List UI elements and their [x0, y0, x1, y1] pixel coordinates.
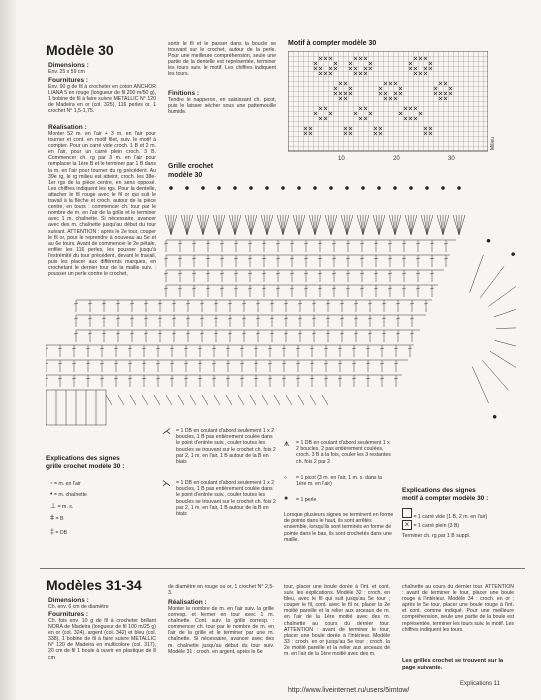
pearl-dot [457, 186, 460, 189]
fan-stitch [395, 215, 401, 235]
note-5: = 1 perle [296, 497, 317, 503]
diagonal-stitch [286, 395, 292, 405]
dimensions-label: Dimensions : [48, 62, 89, 69]
fan-stitch [411, 215, 414, 235]
fan-stitch [328, 215, 331, 235]
fan-stitch [251, 215, 257, 235]
diagonal-stitch [178, 395, 184, 405]
fan-stitch [283, 215, 286, 235]
fan-stitch [347, 215, 353, 235]
fan-stitch [187, 215, 190, 235]
m3134-fournitures-text: Ch. fois env. 10 g de fil à crocheter brillant NORA de Madeira (longueur de fil 100 m/25 g) en or (col. 324), argent (col. 342) et bleu (col. 338), 1 bobine de fil à faire suivre METALLIC N° 120 de Madeira en multicolore (col. 317), 20 cm de fil 1 boule à ouvrir en plastique de 8 cm [48, 618, 156, 661]
diagonal-stitch [310, 395, 316, 405]
realisation-label: Réalisation : [48, 124, 87, 131]
fan-stitch [168, 215, 171, 235]
m3134-realisation-text: Monter le nombre de m. en l'air suiv. la grille corresp. et fermer en tour avec 1 m. chaînette. Cont. suiv. la grille corresp. : commencer ch. tour par le nombre de m. en l'air de la grille et le terminer par une m. chaînette. Si nécessaire, avancer avec des m. chaînette jusqu'au début du tour suiv. Modèle 31 : croch. en argent, après le 6e [168, 606, 274, 655]
diagonal-stitch [190, 395, 196, 405]
pearl-dot [329, 186, 332, 189]
fan-stitch [360, 215, 363, 235]
legend-left-row-4: ‡ = DB [50, 529, 68, 536]
source-url: http://www.liveinternet.ru/users/5imtow/ [288, 687, 410, 694]
diagonal-stitch [154, 395, 160, 405]
fan-stitch [283, 215, 289, 235]
fan-stitch [251, 215, 254, 235]
corner-stitch [495, 340, 516, 350]
fan-stitch [331, 215, 337, 235]
m3134-dimensions-text: Ch. env. 6 cm de diamètre [48, 604, 109, 610]
fan-stitch [248, 215, 251, 235]
fan-stitch [219, 215, 225, 235]
axis-label-10: 10 [338, 156, 345, 162]
note-6: Lorsque plusieurs signes se terminent en forme de pointe dans le haut, ils sont arrêtés ensemble, lorsqu'ils sont terminés en forme de pointe dans le bas, ils sont crochetés dans une maille. [284, 512, 394, 543]
pearl-dot [185, 186, 188, 189]
crochet-grille-diagram [46, 180, 516, 435]
fan-stitch [197, 215, 203, 235]
counting-chart-title: Motif à compter modèle 30 [288, 40, 377, 47]
pearl-dot [201, 186, 204, 189]
fan-stitch [229, 215, 235, 235]
fan-stitch [296, 215, 299, 235]
fan-stitch [411, 215, 417, 235]
fan-stitch [456, 215, 459, 235]
diagonal-stitch [202, 395, 208, 405]
fan-stitch [424, 215, 427, 235]
grille-title-line2: modèle 30 [168, 172, 203, 179]
fan-stitch [277, 215, 283, 235]
fan-stitch [171, 215, 174, 235]
fan-stitch [408, 215, 411, 235]
fan-stitch [379, 215, 382, 235]
milieu-label: Milieu [490, 136, 496, 150]
diagonal-stitch [322, 395, 328, 405]
legend-right-row-0: = 1 carré vide (1 B, 2 m. en l'air) [402, 508, 487, 520]
continuation-text: sortir le fil et le passer dans la boucle se trouvant sur le crochet, autour de la perle. Pour une meilleure compréhension, seule une partie de la dentelle est représentée, terminer les tours suiv. le motif. Les chiffres indiquent les tours. [168, 41, 276, 78]
filled-square-icon: × [402, 520, 412, 530]
pearl-dot [361, 186, 364, 189]
fan-stitch [421, 215, 427, 235]
fan-stitch [389, 215, 395, 235]
fan-stitch [267, 215, 273, 235]
fan-stitch [299, 215, 305, 235]
fan-stitch [280, 215, 283, 235]
pearl-dot [233, 186, 236, 189]
diagonal-stitch [298, 395, 304, 405]
corner-stitch [470, 255, 484, 293]
m3134-col3-text: tour, placer une boule dorée à l'int. et cont. suiv. les explications. Modèle 32 : croch. en bleu, avec le fil qui suit jusqu'au 5e tour ; couper le fil, cont. avec le fil or, placer la 2e moitié pareille et la relier aux arceaux de m. en l'air de la 1ère moitié avec des m. chaînette au cours du dernier tour. ATTENTION : avant de terminer le tour, placer une boule dorée à l'intérieur. Modèle 33 : croch. en or jusqu'au 5e tour ; croch. la 2e moitié pareille et la relier aux arceaux de m. en l'air de la 1ère moitié avec des m. [284, 584, 390, 658]
diagonal-stitch [142, 395, 148, 405]
fan-stitch [443, 215, 446, 235]
fournitures-text: Env. 90 g de fil à crocheter en coton ANCHOR LIANA 5 en rouge (longueur de fil 200 m/50 g), 1 bobine de fil à faire suivre METALLIC N° 120 de Madeira en or (col. 325), 116 perles or, 1 crochet N° 1,5-1,75. [48, 84, 156, 115]
diagonal-stitch [214, 395, 220, 405]
fan-stitch [440, 215, 443, 235]
corner-stitch [488, 283, 516, 307]
fan-stitch [200, 215, 203, 235]
legend-right-title-2: motif à compter modèle 30 : [402, 495, 489, 502]
fan-stitch [363, 215, 366, 235]
note-1: = 1 DB en coulant d'abord seulement 1 x 2 boucles, 1 B pas entièrement coulée dans le point d'entrée suiv., couler toutes les boucles se trouvant sur le crochet ch. fois 2 par 2, 1 m. en l'air, 1 B autour de la B en biais [176, 428, 276, 466]
fan-stitch [437, 215, 443, 235]
fan-stitch [235, 215, 238, 235]
diagonal-stitch [106, 395, 112, 405]
fan-stitch [453, 215, 459, 235]
pearl-dot [409, 186, 412, 189]
m3134-fournitures-label: Fournitures : [48, 611, 89, 618]
grille-title-line1: Grille crochet [168, 163, 214, 170]
pearl-dot [487, 239, 490, 242]
diagonal-stitch [274, 395, 280, 405]
fan-stitch [203, 215, 209, 235]
pearl-dot [281, 186, 284, 189]
pearl-dot [169, 186, 172, 189]
page-binding-edge [0, 0, 16, 700]
fan-stitch [459, 215, 465, 235]
fan-stitch [405, 215, 411, 235]
fan-stitch [245, 215, 251, 235]
finitions-text: Tendre le napperon, en saisissant ch. picot, puis le laisser sécher sous une pattemouille humide. [168, 97, 276, 116]
fan-stitch [315, 215, 318, 235]
legend-left-row-1: • = m. chaînette [50, 491, 87, 498]
fan-stitch [187, 215, 193, 235]
fan-stitch [232, 215, 235, 235]
fan-stitch [184, 215, 187, 235]
fan-stitch [235, 215, 241, 235]
pearl-dot [393, 186, 396, 189]
pearl-dot [425, 186, 428, 189]
realisation-text: Monter 52 m. en l'air + 3 m. en l'air pour tourner et cont. en motif filet, suiv. le motif à compter. Pour un carré vide croch. 1 B et 2 m. en l'air, pour un carré plein croch. 3 B. Commencer ch. rg par 3 m. en l'air pour remplacer la 1ère B et le terminer par 1 B dans la m. en l'air pour tourner du rg précédent. Au 39e rg, le rg milieu est atteint, croch. les 38e-1er rgs de la pièce centre, en sens opposé. Les chiffres indiquent les rgs. Pour la dentelle, attacher le fil rouge avec le fil or qui suit le travail à la flèche et croch. autour de la pièce centre, en tours : commencer ch. tour par le nombre de m. en l'air de la grille et le terminer avec 1 m. chaînette. Si nécessaire, avancer avec des m. chaînette jusqu'au début du tour suivant. ATTENTION : après le 2e tour, couper le fil or, pour le reprendre à nouveau au 5e et au 6e tours. Avant de commencer le 2e pétale, enfiler les 116 perles, les pousser jusqu'à l'extrémité du tour précédent, devant le travail, puis les placer aux différents marques, en crochetant le dernier tour de la maille suiv. : pousser un perle contre le crochet, [48, 131, 156, 278]
legend-left-row-3: ǂ = B [50, 515, 64, 522]
legend-right-title-1: Explications des signes [402, 487, 476, 494]
diagonal-stitch [250, 395, 256, 405]
note-2: = 1 DB en coulant d'abord seulement 1 x 2 boucles, 1 B pas entièrement coulée dans le point d'entrée suiv., couler toutes les boucles se trouvant sur le crochet ch. fois 2 par 2, 1 m. en l'air, 1 B autour de la B en biais [176, 480, 276, 518]
fan-stitch [181, 215, 187, 235]
fan-stitch [392, 215, 395, 235]
model-30-title: Modèle 30 [46, 42, 114, 58]
fan-stitch [216, 215, 219, 235]
m3134-dimensions-label: Dimensions : [48, 597, 89, 604]
pearl-dot [297, 186, 300, 189]
legend-right-row-1: × = 1 carré plein (3 B) [402, 520, 459, 530]
corner-stitch [480, 266, 504, 298]
pearl-dot [345, 186, 348, 189]
fan-stitch [261, 215, 267, 235]
stitch-bar [46, 378, 48, 379]
fan-stitch [171, 215, 177, 235]
sym-db-c: ⩚ [284, 438, 290, 448]
axis-label-20: 20 [393, 156, 400, 162]
fan-stitch [309, 215, 315, 235]
dimensions-text: Env. 25 x 59 cm [48, 69, 85, 75]
stitch-bar [46, 348, 48, 349]
fan-stitch [341, 215, 347, 235]
legend-left-title-1: Explications des signes [46, 455, 120, 462]
legend-left-row-0: ◦ = m. en l'air [50, 480, 81, 487]
fan-stitch [325, 215, 331, 235]
fan-stitch [331, 215, 334, 235]
fournitures-label: Fournitures : [48, 77, 89, 84]
note-4: = 1 picot (3 m. en l'air, 1 m. s. dans la 1ère m. en l'air) [296, 475, 382, 488]
fan-stitch [443, 215, 449, 235]
pearl-dot [441, 186, 444, 189]
axis-label-30: 30 [448, 156, 455, 162]
model-31-34-title: Modèles 31-34 [46, 577, 142, 593]
corner-stitch [482, 360, 508, 390]
fan-stitch [376, 215, 379, 235]
fan-stitch [427, 215, 430, 235]
legend-left-title-2: grille crochet modèle 30 : [46, 463, 125, 470]
corner-stitch [496, 327, 516, 328]
note-3: = 1 DB en coulant d'abord seulement 1 x 2 boucles, 2 pas entièrement coulées, croch. 3 B à la fois, couler les 3 restantes ch. fois 2 par 2 [296, 440, 391, 465]
fan-stitch [203, 215, 206, 235]
fan-stitch [395, 215, 398, 235]
diagonal-stitch [118, 395, 124, 405]
pearl-dot [265, 186, 268, 189]
diagonal-stitch [238, 395, 244, 405]
sym-db-a: ⋌ [162, 426, 171, 436]
pearl-dot [313, 186, 316, 189]
fan-stitch [213, 215, 219, 235]
pearl-dot [217, 186, 220, 189]
fan-stitch [373, 215, 379, 235]
section-divider [40, 568, 525, 569]
fan-stitch [293, 215, 299, 235]
diagonal-stitch [226, 395, 232, 405]
diagonal-stitch [262, 395, 268, 405]
legend-right-footer: Terminer ch. rg par 1 B suppl. [402, 533, 471, 539]
fan-stitch [315, 215, 321, 235]
m3134-col2-text: de diamètre en rouge ou or, 1 crochet N° 2,5-3. [168, 584, 274, 597]
diagonal-stitch [130, 395, 136, 405]
sym-db-b: ⋋ [162, 478, 171, 488]
empty-square-icon [402, 508, 412, 518]
fan-stitch [363, 215, 369, 235]
fan-stitch [344, 215, 347, 235]
page-label: Explications 11 [460, 681, 500, 687]
m3134-realisation-label: Réalisation : [168, 599, 207, 606]
fan-stitch [165, 215, 171, 235]
stitch-bar [46, 363, 48, 364]
fan-stitch [219, 215, 222, 235]
counting-chart-grid [288, 51, 488, 155]
sym-picot: ◦ [284, 473, 287, 482]
corner-stitch [490, 351, 516, 372]
legend-left-row-2: ⊥ = m. s. [50, 503, 74, 510]
pearl-dot [377, 186, 380, 189]
fan-stitch [379, 215, 385, 235]
fan-stitch [459, 215, 462, 235]
pearl-dot [249, 186, 252, 189]
m3134-note: Les grilles crochet se trouvent sur la page suivante. [402, 658, 504, 671]
fan-stitch [312, 215, 315, 235]
sym-perle: ● [284, 495, 289, 502]
fan-stitch [347, 215, 350, 235]
fan-stitch [299, 215, 302, 235]
fan-stitch [357, 215, 363, 235]
finitions-label: Finitions : [168, 90, 200, 97]
corner-stitch [494, 304, 516, 317]
fan-stitch [427, 215, 433, 235]
fan-stitch [267, 215, 270, 235]
m3134-col4-text: chaînette au cours du dernier tour. ATTENTION : avant de terminer le tour, placer une boule rouge à l'intérieur. Modèle 34 : croch. en or ; après le 5e tour, placer une boule rouge à l'int. et cont. comme indiqué. Pour une meilleure compréhension, seule une partie de la boule est représentée, terminer les tours suiv. le motif. Les chiffres indiquent les tours. [402, 584, 514, 633]
fan-stitch [264, 215, 267, 235]
pearl-dot [512, 253, 515, 256]
diagonal-stitch [166, 395, 172, 405]
pearl-dot [493, 415, 496, 418]
corner-stitch [472, 367, 488, 404]
